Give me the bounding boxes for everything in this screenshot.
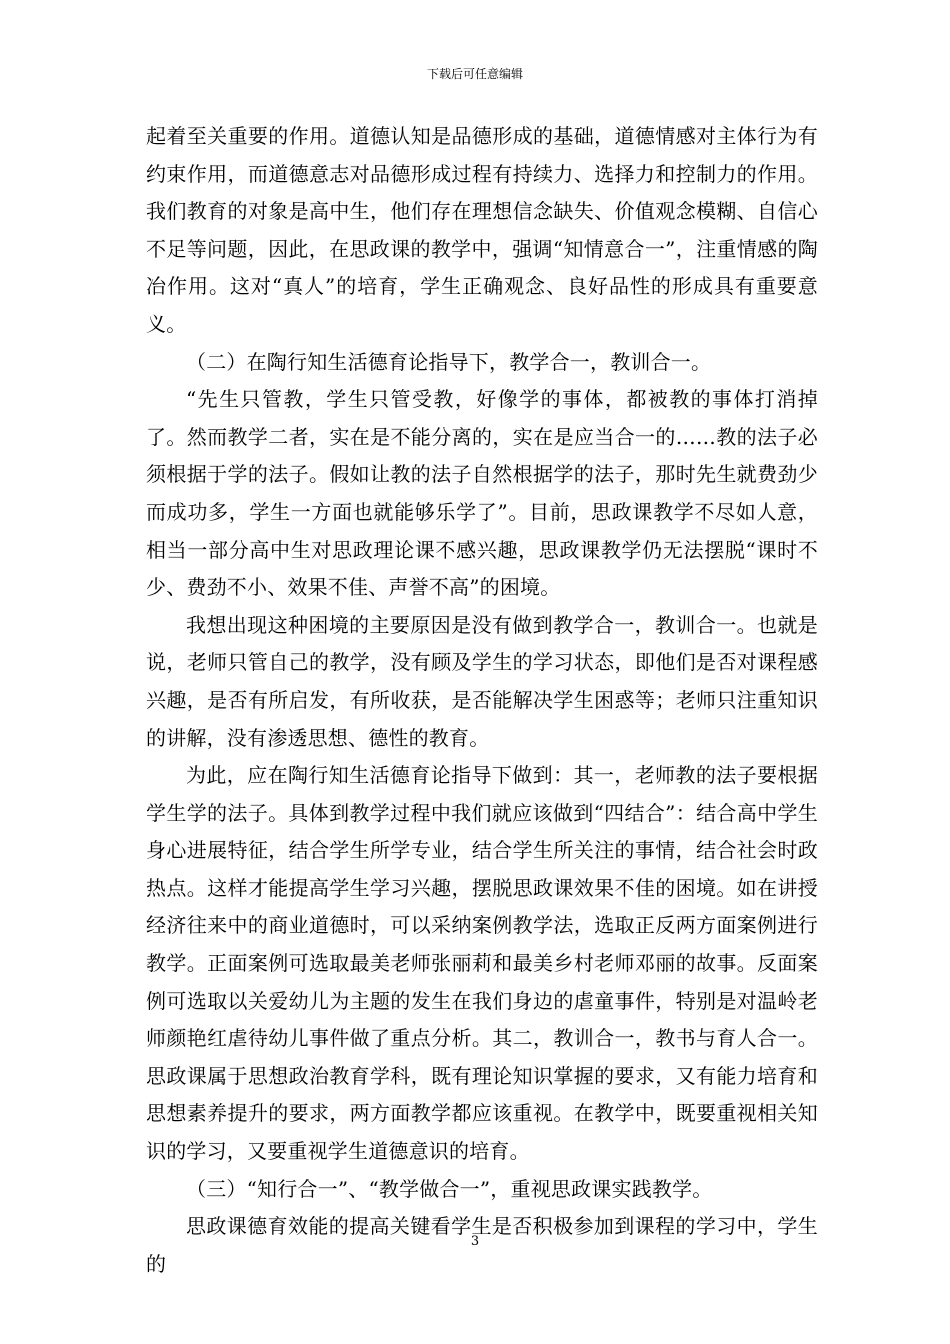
page-number: 3 (470, 1234, 480, 1249)
paragraph-practice: 思政课德育效能的提高关键看学生是否积极参加到课程的学习中，学生的 (146, 1214, 818, 1276)
page-header: 下载后可任意编辑 (426, 67, 523, 81)
paragraph-cause: 我想出现这种困境的主要原因是没有做到教学合一，教训合一。也就是说，老师只管自己的教学，没有顾及学生的学习状态，即他们是否对课程感兴趣，是否有所启发，有所收获，是否能解决学生困惑等；老师只注重知识的讲解，没有渗透思想、德性的教育。 (146, 612, 818, 750)
section-heading-2: （二）在陶行知生活德育论指导下，教学合一，教训合一。 (186, 349, 712, 374)
paragraph-solution: 为此，应在陶行知生活德育论指导下做到：其一，老师教的法子要根据学生学的法子。具体到教学过程中我们就应该做到“四结合”：结合高中学生身心进展特征，结合学生所学专业，结合学生所关注的事情，结合社会时政热点。这样才能提高学生学习兴趣，摆脱思政课效果不佳的困境。如在讲授经济往来中的商业道德时，可以采纳案例教学法，选取正反两方面案例进行教学。正面案例可选取最美老师张丽莉和最美乡村老师邓丽的故事。反面案例可选取以关爱幼儿为主题的发生在我们身边的虐童事件，特别是对温岭老师颜艳红虐待幼儿事件做了重点分析。其二，教训合一，教书与育人合一。思政课属于思想政治教育学科，既有理论知识掌握的要求，又有能力培育和思想素养提升的要求，两方面教学都应该重视。在教学中，既要重视相关知识的学习，又要重视学生道德意识的培育。 (146, 763, 818, 1164)
document-body (146, 118, 818, 1283)
section-heading-3: （三）“知行合一”、“教学做合一”，重视思政课实践教学。 (186, 1176, 713, 1201)
paragraph-quote: “先生只管教，学生只管受教，好像学的事体，都被教的事体打消掉了。然而教学二者，实在是不能分离的，实在是应当合一的……教的法子必须根据于学的法子。假如让教的法子自然根据学的法子，那时先生就费劲少而成功多，学生一方面也就能够乐学了”。目前，思政课教学不尽如人意，相当一部分高中生对思政理论课不感兴趣，思政课教学仍无法摆脱“课时不少、费劲不小、效果不佳、声誉不高”的困境。 (146, 387, 818, 600)
paragraph-continuation: 起着至关重要的作用。道德认知是品德形成的基础，道德情感对主体行为有约束作用，而道德意志对品德形成过程有持续力、选择力和控制力的作用。我们教育的对象是高中生，他们存在理想信念缺失、价值观念模糊、自信心不足等问题，因此，在思政课的教学中，强调“知情意合一”，注重情感的陶冶作用。这对“真人”的培育，学生正确观念、良好品性的形成具有重要意义。 (146, 124, 818, 336)
